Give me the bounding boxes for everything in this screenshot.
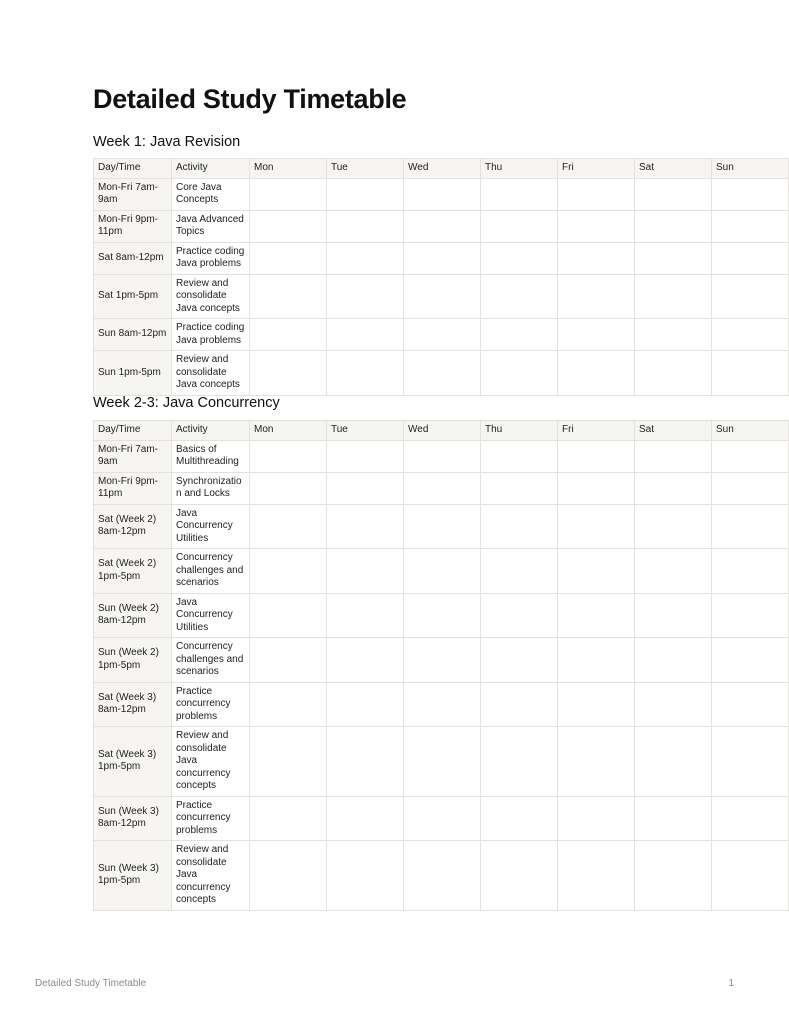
activity-cell: Review and consolidate Java concurrency concepts xyxy=(172,727,250,797)
empty-cell xyxy=(481,638,558,683)
empty-cell xyxy=(635,727,712,797)
empty-cell xyxy=(712,504,789,549)
week23-title: Week 2-3: Java Concurrency xyxy=(93,395,280,411)
empty-cell xyxy=(558,440,635,472)
empty-cell xyxy=(558,549,635,594)
empty-cell xyxy=(635,549,712,594)
day-time-cell: Sun (Week 2) 1pm-5pm xyxy=(94,638,172,683)
empty-cell xyxy=(558,319,635,351)
day-time-cell: Mon-Fri 9pm-11pm xyxy=(94,472,172,504)
empty-cell xyxy=(327,549,404,594)
empty-cell xyxy=(712,549,789,594)
empty-cell xyxy=(327,593,404,638)
empty-cell xyxy=(404,593,481,638)
column-header-sat: Sat xyxy=(635,421,712,441)
activity-cell: Basics of Multithreading xyxy=(172,440,250,472)
empty-cell xyxy=(404,796,481,841)
activity-cell: Concurrency challenges and scenarios xyxy=(172,638,250,683)
empty-cell xyxy=(404,841,481,911)
empty-cell xyxy=(558,351,635,396)
empty-cell xyxy=(635,682,712,727)
empty-cell xyxy=(404,319,481,351)
empty-cell xyxy=(635,440,712,472)
empty-cell xyxy=(404,210,481,242)
activity-cell: Java Concurrency Utilities xyxy=(172,593,250,638)
empty-cell xyxy=(635,593,712,638)
empty-cell xyxy=(404,727,481,797)
empty-cell xyxy=(635,178,712,210)
column-header-sat: Sat xyxy=(635,159,712,179)
empty-cell xyxy=(481,178,558,210)
empty-cell xyxy=(635,796,712,841)
day-time-cell: Mon-Fri 7am-9am xyxy=(94,178,172,210)
empty-cell xyxy=(327,440,404,472)
empty-cell xyxy=(250,274,327,319)
empty-cell xyxy=(481,210,558,242)
empty-cell xyxy=(404,504,481,549)
activity-cell: Practice coding Java problems xyxy=(172,242,250,274)
day-time-cell: Sat (Week 3) 8am-12pm xyxy=(94,682,172,727)
empty-cell xyxy=(250,638,327,683)
column-header-day-time: Day/Time xyxy=(94,421,172,441)
day-time-cell: Sun (Week 3) 1pm-5pm xyxy=(94,841,172,911)
table-row xyxy=(94,593,789,638)
empty-cell xyxy=(481,796,558,841)
day-time-cell: Sun (Week 3) 8am-12pm xyxy=(94,796,172,841)
table-row xyxy=(94,472,789,504)
column-header-tue: Tue xyxy=(327,421,404,441)
empty-cell xyxy=(250,593,327,638)
empty-cell xyxy=(712,593,789,638)
empty-cell xyxy=(404,274,481,319)
empty-cell xyxy=(481,682,558,727)
empty-cell xyxy=(558,242,635,274)
table-row xyxy=(94,242,789,274)
empty-cell xyxy=(404,682,481,727)
empty-cell xyxy=(250,472,327,504)
table-row xyxy=(94,638,789,683)
empty-cell xyxy=(327,351,404,396)
empty-cell xyxy=(481,274,558,319)
week23-table-wrap xyxy=(93,420,734,911)
empty-cell xyxy=(250,178,327,210)
empty-cell xyxy=(481,841,558,911)
empty-cell xyxy=(327,638,404,683)
empty-cell xyxy=(250,242,327,274)
week1-table xyxy=(93,158,789,396)
empty-cell xyxy=(712,472,789,504)
column-header-sun: Sun xyxy=(712,159,789,179)
empty-cell xyxy=(558,178,635,210)
empty-cell xyxy=(250,440,327,472)
empty-cell xyxy=(327,319,404,351)
table-row xyxy=(94,549,789,594)
day-time-cell: Sat (Week 2) 8am-12pm xyxy=(94,504,172,549)
column-header-mon: Mon xyxy=(250,159,327,179)
empty-cell xyxy=(712,796,789,841)
week1-header-row xyxy=(94,159,789,179)
week23-section xyxy=(93,393,734,911)
empty-cell xyxy=(327,727,404,797)
table-row xyxy=(94,796,789,841)
table-row xyxy=(94,841,789,911)
activity-cell: Synchronization and Locks xyxy=(172,472,250,504)
empty-cell xyxy=(404,178,481,210)
day-time-cell: Mon-Fri 7am-9am xyxy=(94,440,172,472)
column-header-wed: Wed xyxy=(404,159,481,179)
activity-cell: Practice concurrency problems xyxy=(172,796,250,841)
empty-cell xyxy=(404,351,481,396)
empty-cell xyxy=(404,472,481,504)
footer-title: Detailed Study Timetable xyxy=(35,978,147,989)
activity-cell: Core Java Concepts xyxy=(172,178,250,210)
column-header-sun: Sun xyxy=(712,421,789,441)
activity-cell: Review and consolidate Java concurrency concepts xyxy=(172,841,250,911)
column-header-day-time: Day/Time xyxy=(94,159,172,179)
empty-cell xyxy=(635,841,712,911)
empty-cell xyxy=(712,242,789,274)
column-header-fri: Fri xyxy=(558,159,635,179)
day-time-cell: Sat (Week 2) 1pm-5pm xyxy=(94,549,172,594)
empty-cell xyxy=(712,727,789,797)
empty-cell xyxy=(558,682,635,727)
empty-cell xyxy=(635,504,712,549)
empty-cell xyxy=(250,351,327,396)
table-row xyxy=(94,274,789,319)
empty-cell xyxy=(404,440,481,472)
column-header-mon: Mon xyxy=(250,421,327,441)
table-row xyxy=(94,210,789,242)
empty-cell xyxy=(327,242,404,274)
day-time-cell: Sat 8am-12pm xyxy=(94,242,172,274)
empty-cell xyxy=(558,727,635,797)
empty-cell xyxy=(558,638,635,683)
empty-cell xyxy=(635,472,712,504)
week23-table xyxy=(93,420,789,911)
day-time-cell: Sun 8am-12pm xyxy=(94,319,172,351)
column-header-tue: Tue xyxy=(327,159,404,179)
empty-cell xyxy=(327,274,404,319)
empty-cell xyxy=(712,440,789,472)
day-time-cell: Sun (Week 2) 8am-12pm xyxy=(94,593,172,638)
activity-cell: Java Advanced Topics xyxy=(172,210,250,242)
empty-cell xyxy=(327,796,404,841)
empty-cell xyxy=(404,638,481,683)
empty-cell xyxy=(558,504,635,549)
column-header-wed: Wed xyxy=(404,421,481,441)
week1-section xyxy=(93,132,734,396)
empty-cell xyxy=(327,472,404,504)
day-time-cell: Sat 1pm-5pm xyxy=(94,274,172,319)
empty-cell xyxy=(250,549,327,594)
table-row xyxy=(94,440,789,472)
table-row xyxy=(94,504,789,549)
table-row xyxy=(94,178,789,210)
empty-cell xyxy=(250,796,327,841)
empty-cell xyxy=(635,351,712,396)
empty-cell xyxy=(558,796,635,841)
column-header-fri: Fri xyxy=(558,421,635,441)
empty-cell xyxy=(712,210,789,242)
empty-cell xyxy=(712,319,789,351)
column-header-activity: Activity xyxy=(172,421,250,441)
empty-cell xyxy=(558,472,635,504)
table-row xyxy=(94,319,789,351)
empty-cell xyxy=(250,682,327,727)
table-row xyxy=(94,727,789,797)
empty-cell xyxy=(481,593,558,638)
empty-cell xyxy=(481,727,558,797)
empty-cell xyxy=(558,841,635,911)
empty-cell xyxy=(250,319,327,351)
column-header-thu: Thu xyxy=(481,159,558,179)
empty-cell xyxy=(635,319,712,351)
empty-cell xyxy=(712,638,789,683)
empty-cell xyxy=(635,274,712,319)
column-header-activity: Activity xyxy=(172,159,250,179)
empty-cell xyxy=(404,549,481,594)
page-number: 1 xyxy=(728,978,734,989)
empty-cell xyxy=(481,472,558,504)
activity-cell: Concurrency challenges and scenarios xyxy=(172,549,250,594)
empty-cell xyxy=(250,210,327,242)
empty-cell xyxy=(250,504,327,549)
empty-cell xyxy=(404,242,481,274)
empty-cell xyxy=(327,178,404,210)
empty-cell xyxy=(635,242,712,274)
empty-cell xyxy=(327,682,404,727)
activity-cell: Review and consolidate Java concepts xyxy=(172,351,250,396)
activity-cell: Practice coding Java problems xyxy=(172,319,250,351)
week1-table-wrap xyxy=(93,158,734,396)
day-time-cell: Sat (Week 3) 1pm-5pm xyxy=(94,727,172,797)
empty-cell xyxy=(712,841,789,911)
empty-cell xyxy=(712,274,789,319)
empty-cell xyxy=(635,638,712,683)
activity-cell: Java Concurrency Utilities xyxy=(172,504,250,549)
empty-cell xyxy=(712,351,789,396)
week1-title: Week 1: Java Revision xyxy=(93,134,241,150)
empty-cell xyxy=(481,504,558,549)
day-time-cell: Mon-Fri 9pm-11pm xyxy=(94,210,172,242)
table-row xyxy=(94,682,789,727)
empty-cell xyxy=(481,549,558,594)
empty-cell xyxy=(712,682,789,727)
empty-cell xyxy=(327,841,404,911)
empty-cell xyxy=(250,727,327,797)
empty-cell xyxy=(481,351,558,396)
empty-cell xyxy=(481,440,558,472)
empty-cell xyxy=(250,841,327,911)
activity-cell: Practice concurrency problems xyxy=(172,682,250,727)
week23-header-row xyxy=(94,421,789,441)
empty-cell xyxy=(327,504,404,549)
empty-cell xyxy=(558,593,635,638)
table-row xyxy=(94,351,789,396)
day-time-cell: Sun 1pm-5pm xyxy=(94,351,172,396)
empty-cell xyxy=(481,319,558,351)
empty-cell xyxy=(558,210,635,242)
empty-cell xyxy=(327,210,404,242)
empty-cell xyxy=(481,242,558,274)
empty-cell xyxy=(712,178,789,210)
activity-cell: Review and consolidate Java concepts xyxy=(172,274,250,319)
empty-cell xyxy=(558,274,635,319)
column-header-thu: Thu xyxy=(481,421,558,441)
empty-cell xyxy=(635,210,712,242)
page-title: Detailed Study Timetable xyxy=(93,84,407,114)
